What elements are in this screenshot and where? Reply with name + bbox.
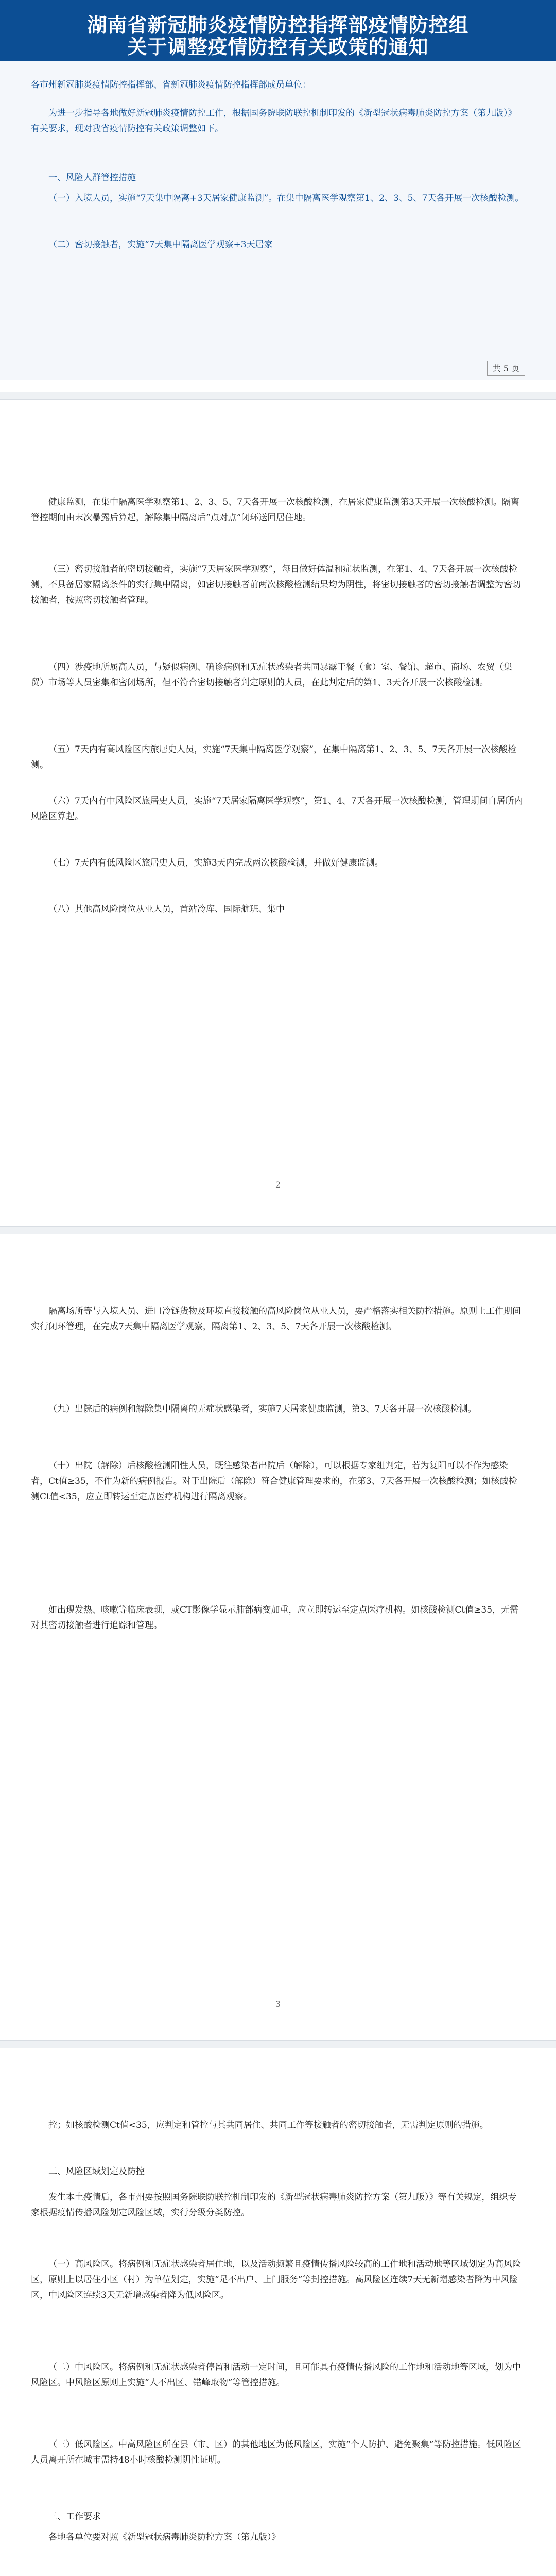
item-1: （一）入境人员，实施“7天集中隔离+3天居家健康监测”。在集中隔离医学观察第1、2、3、5、7天各开展一次核酸检测。: [48, 193, 524, 204]
page-4-cont: 控；如核酸检测Ct值<35，应判定和管控与其共同居住、共同工作等接触者的密切接触者，无需判定原则的措施。: [48, 2120, 489, 2130]
item-7: （七）7天内有低风险区旅居史人员，实施3天内完成两次核酸检测，并做好健康监测。: [48, 858, 384, 868]
section-3-heading: 三、工作要求: [48, 2512, 101, 2522]
item-6: （六）7天内有中风险区旅居史人员，实施“7天居家隔离医学观察”，第1、4、7天各开展一次核酸检测，管理期间自居所内风险区算起。: [31, 796, 523, 822]
page-separator: [0, 392, 556, 400]
document-title-line2: 关于调整疫情防控有关政策的通知: [127, 35, 429, 58]
item-10: （十）出院（解除）后核酸检测阳性人员，既往感染者出院后（解除），可以根据专家组判定，若为复阳可以不作为感染者，Ct值≥35，不作为新的病例报告。对于出院后（解除）符合健康管理要求的，在第3、7天各开展一次核酸检测；如核酸检测Ct值<35，应立即转运至定点医疗机构进行隔离观察。: [31, 1461, 517, 1502]
page-count: 共 5 页: [487, 361, 525, 376]
recipients: 各市州新冠肺炎疫情防控指挥部、省新冠肺炎疫情防控指挥部成员单位：: [31, 80, 311, 90]
item-11: 如出现发热、咳嗽等临床表现，或CT影像学显示肺部病变加重，应立即转运至定点医疗机构。如核酸检测Ct值≥35，无需对其密切接触者进行追踪和管理。: [31, 1605, 519, 1631]
page-number-2: 2: [275, 1180, 281, 1190]
page-3-cont: 隔离场所等与入境人员、进口冷链货物及环境直接接触的高风险岗位从业人员，要严格落实相关防控措施。原则上工作期间实行闭环管理，在完成7天集中隔离医学观察，隔离第1、2、3、5、7天各开展一次核酸检测。: [31, 1306, 521, 1332]
section-2-para-2: （一）高风险区。将病例和无症状感染者居住地，以及活动频繁且疫情传播风险较高的工作地和活动地等区域划定为高风险区，原则上以居住小区（村）为单位划定，实施“足不出户、上门服务”等封控措施。高风险区连续7天无新增感染者降为中风险区，中风险区连续3天无新增感染者降为低风险区。: [31, 2259, 521, 2300]
item-2: （二）密切接触者，实施“7天集中隔离医学观察+3天居家: [48, 240, 273, 250]
item-4: （四）涉疫地所属高人员，与疑似病例、确诊病例和无症状感染者共同暴露于餐（食）室、餐馆、超市、商场、农贸（集贸）市场等人员密集和密闭场所，但不符合密切接触者判定原则的人员，在此判定后的第1、3天各开展一次核酸检测。: [31, 662, 512, 688]
item-9: （九）出院后的病例和解除集中隔离的无症状感染者，实施7天居家健康监测，第3、7天各开展一次核酸检测。: [48, 1404, 477, 1414]
section-3-para-1: 各地各单位要对照《新型冠状病毒肺炎防控方案（第九版）》: [48, 2532, 281, 2543]
section-2-para-3: （二）中风险区。将病例和无症状感染者停留和活动一定时间，且可能具有疫情传播风险的工作地和活动地等区域，划为中风险区。中风险区原则上实施“人不出区、错峰取物”等管控措施。: [31, 2362, 521, 2388]
item-8: （八）其他高风险岗位从业人员，首站冷库、国际航班、集中: [48, 904, 285, 914]
section-2-para-1: 发生本土疫情后，各市州要按照国务院联防联控机制印发的《新型冠状病毒肺炎防控方案（第九版）》等有关规定，组织专家根据疫情传播风险划定风险区域，实行分级分类防控。: [31, 2192, 517, 2218]
page-number-3: 3: [275, 1999, 281, 2009]
page-separator: [0, 1226, 556, 1234]
item-5: （五）7天内有高风险区内旅居史人员，实施“7天集中隔离医学观察”，在集中隔离第1、2、3、5、7天各开展一次核酸检测。: [31, 744, 517, 770]
page-separator: [0, 2040, 556, 2048]
page-2-cont: 健康监测，在集中隔离医学观察第1、2、3、5、7天各开展一次核酸检测，在居家健康监测第3天开展一次核酸检测。隔离管控期间由末次暴露后算起，解除集中隔离后“点对点”闭环送回居住地。: [31, 497, 519, 523]
section-2-heading: 二、风险区域划定及防控: [48, 2166, 145, 2177]
section-1-heading: 一、风险人群管控措施: [48, 173, 136, 183]
item-3: （三）密切接触者的密切接触者，实施“7天居家医学观察”，每日做好体温和症状监测，在第1、4、7天各开展一次核酸检测，不具备居家隔离条件的实行集中隔离，如密切接触者前两次核酸检测结果均为阴性，将密切接触者的密切接触者调整为密切接触者，按照密切接触者管理。: [31, 564, 521, 605]
intro-paragraph: 为进一步指导各地做好新冠肺炎疫情防控工作，根据国务院联防联控机制印发的《新型冠状病毒肺炎防控方案（第九版）》有关要求，现对我省疫情防控有关政策调整如下。: [31, 108, 517, 134]
document-title-line1: 湖南省新冠肺炎疫情防控指挥部疫情防控组: [87, 13, 469, 37]
section-2-para-4: （三）低风险区。中高风险区所在县（市、区）的其他地区为低风险区，实施“个人防护、避免聚集”等防控措施。低风险区人员离开所在城市需持48小时核酸检测阴性证明。: [31, 2439, 522, 2465]
